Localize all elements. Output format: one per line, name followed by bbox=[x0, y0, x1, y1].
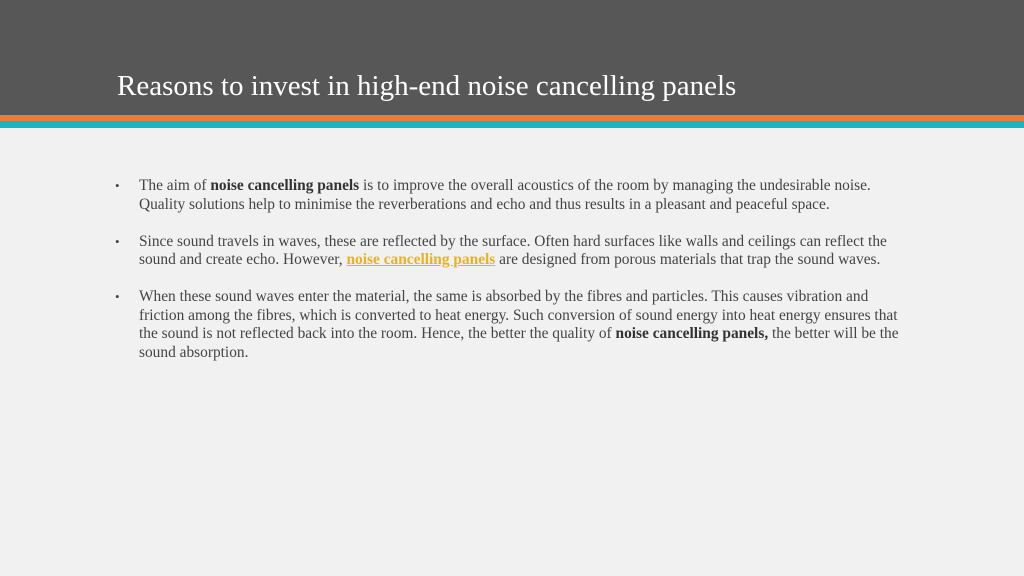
bullet-2-text-end: are designed from porous materials that trap the sound waves. bbox=[495, 251, 881, 268]
noise-cancelling-panels-link[interactable]: noise cancelling panels bbox=[346, 251, 496, 268]
bullet-1-bold: noise cancelling panels bbox=[210, 177, 360, 194]
bullet-2-text: Since sound travels in waves, these are reflected by the surface. Often hard surfaces like walls and ceilings can reflect the sound and create echo. However, bbox=[139, 232, 887, 268]
slide-title: Reasons to invest in high-end noise cancelling panels bbox=[117, 70, 737, 102]
accent-bar-teal bbox=[0, 121, 1024, 128]
bullet-3-text-end: the better will be the sound absorption. bbox=[139, 325, 899, 361]
bullet-item-1 bbox=[115, 177, 915, 214]
slide-header bbox=[0, 0, 1024, 115]
bullet-1-text-end: is to improve the overall acoustics of the room by managing the undesirable noise. Quality solutions help to minimise the reverberations and echo and thus results in a pleasant and peaceful space. bbox=[139, 177, 871, 213]
bullet-1-text: The aim of bbox=[139, 177, 211, 194]
bullet-dot-icon: • bbox=[115, 289, 120, 304]
bullet-3-text: When these sound waves enter the material, the same is absorbed by the fibres and particles. This causes vibration and friction among the fibres, which is converted to heat energy. Such conversion of sound energy into heat energy ensures that the sound is not reflected back into the room. Hence, the better the quality of bbox=[139, 288, 898, 342]
bullet-dot-icon: • bbox=[115, 178, 120, 193]
bullet-item-2 bbox=[115, 233, 915, 270]
bullet-list bbox=[115, 177, 915, 381]
bullet-dot-icon: • bbox=[115, 233, 120, 249]
bullet-item-3 bbox=[115, 288, 915, 362]
bullet-3-bold: noise cancelling panels, bbox=[615, 325, 769, 342]
